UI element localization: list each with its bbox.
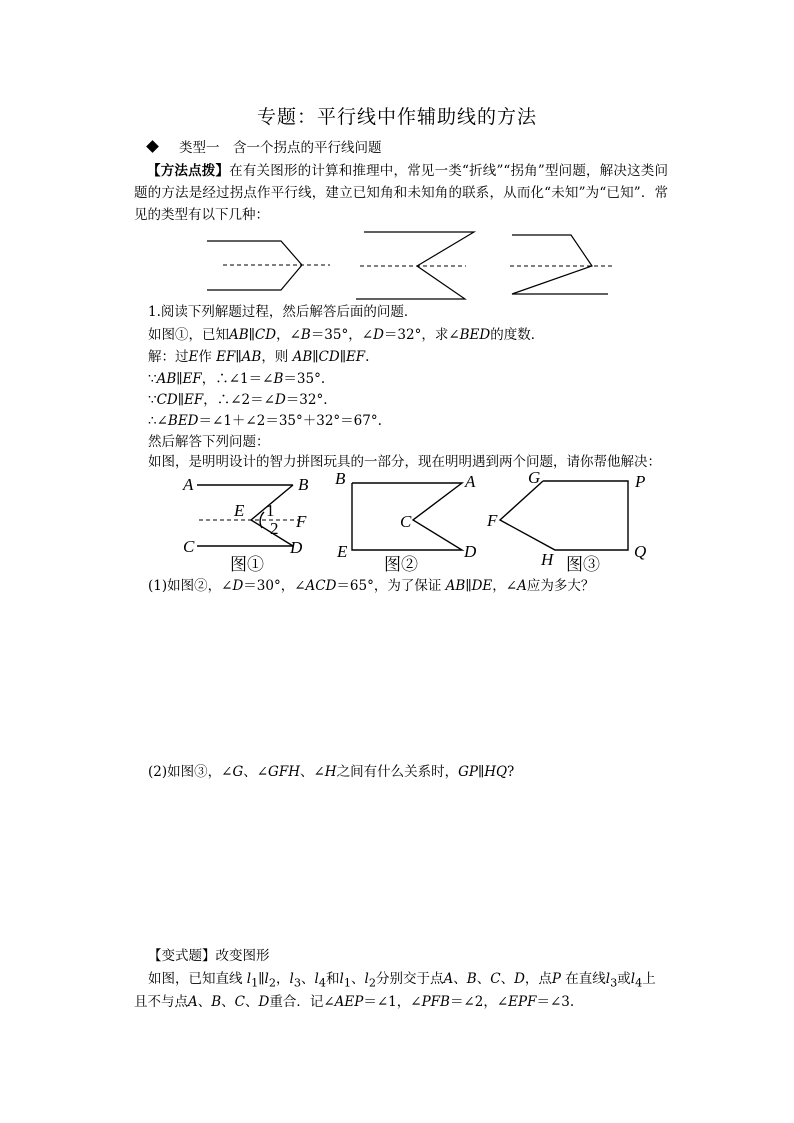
label-H: H [541,550,554,569]
label-D: D [464,542,477,561]
label-angle-2: 2 [270,519,279,538]
solution-line: ∵CD∥EF，∴∠2＝∠D＝32°. [148,392,328,408]
label-B: B [298,475,309,494]
label-E: E [337,542,348,561]
question-1-intro: 1.阅读下列解题过程，然后解答后面的问题． [148,304,418,320]
solution-line: 如图，是明明设计的智力拼图玩具的一部分，现在明明遇到两个问题，请你帮他解决： [148,454,661,470]
method-paragraph [134,160,668,226]
solution-line: ∵AB∥EF，∴∠1＝∠B＝35°. [148,371,326,387]
method-tag: 【方法点拨】 [147,163,230,179]
section-type1 [148,140,382,157]
label-P: P [635,472,646,491]
label-C: C [400,512,412,531]
type1-label: 类型一 含一个拐点的平行线问题 [179,140,382,156]
label-angle-1: 1 [266,501,275,520]
label-F: F [487,511,498,530]
label-D: D [290,538,303,557]
figure-2-caption: 图② [384,555,418,574]
variant-line-2: 且不与点A、B、C、D重合．记∠AEP＝∠1，∠PFB＝∠2，∠EPF＝∠3. [134,994,575,1010]
label-G: G [528,468,541,487]
variant-line-1: 如图，已知直线 $l_1\parallel l_2$，$l_3$、$l_4$和$l_1$、$l_2$分别交于点A、B、C、D，点P 在直线$l_3$或$l_4$上 [148,971,656,990]
method-text: 在有关图形的计算和推理中，常见一类“折线”“拐角”型问题，解决这类问题的方法是经过拐点作平行线，建立已知角和未知角的联系，从而化“未知”为“已知”．常见的类型有以下几种： [134,163,669,223]
page-title: 专题：平行线中作辅助线的方法 [256,106,537,128]
solution-line: ∴∠BED＝∠1＋∠2＝35°＋32°＝67°. [148,413,382,429]
label-A: A [183,475,194,494]
figure-3-caption: 图③ [566,555,600,574]
label-Q: Q [634,542,647,561]
label-F: F [296,512,307,531]
solution-line: 然后解答下列问题： [148,434,270,450]
label-A: A [465,472,476,491]
sub-question-1: (1)如图②，∠D＝30°，∠ACD＝65°，为了保证 AB∥DE，∠A应为多大？ [148,578,595,594]
figure-1-caption: 图① [230,555,264,574]
label-C: C [183,537,195,556]
bullet-icon [146,140,159,153]
variant-heading: 【变式题】改变图形 [148,948,270,964]
label-E: E [234,501,245,520]
solution-line: 如图①，已知AB∥CD，∠B＝35°，∠D＝32°，求∠BED的度数． [148,327,545,343]
label-B: B [335,469,346,488]
solution-line: 解：过E作 EF∥AB，则 AB∥CD∥EF. [148,349,370,365]
sub-question-2: (2)如图③，∠G、∠GFH、∠H之间有什么关系时，GP∥HQ? [148,764,515,780]
